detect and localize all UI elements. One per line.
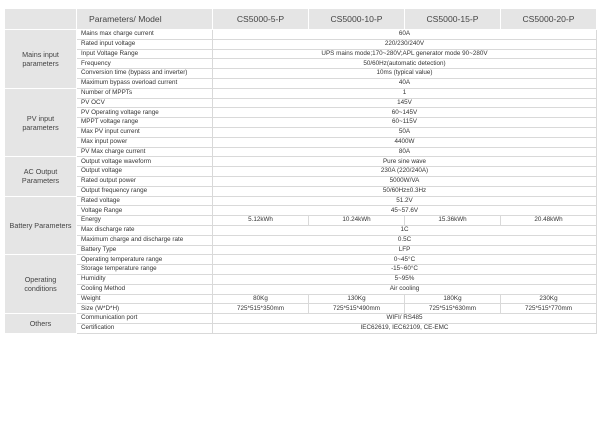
param-name: Weight [77, 294, 213, 304]
header-row [5, 9, 597, 30]
table-row [5, 225, 597, 235]
table-row [5, 304, 597, 314]
param-name: MPPT voltage range [77, 118, 213, 128]
group-label: Battery Parameters [5, 196, 77, 255]
param-name: Rated input voltage [77, 39, 213, 49]
param-value: 145V [213, 98, 597, 108]
param-value: 45~57.6V [213, 206, 597, 216]
table-row [5, 108, 597, 118]
table-row [5, 157, 597, 167]
param-name: Max PV input current [77, 127, 213, 137]
spec-table [4, 8, 597, 334]
spec-sheet [4, 8, 596, 334]
table-row [5, 147, 597, 157]
param-value: 4400W [213, 137, 597, 147]
param-name: Max discharge rate [77, 225, 213, 235]
param-value: UPS mains mode;170~280V;APL generator mode 90~280V [213, 49, 597, 59]
table-row [5, 314, 597, 324]
param-value: 0.5C [213, 235, 597, 245]
param-value: 725*515*490mm [309, 304, 405, 314]
table-row [5, 216, 597, 226]
param-name: PV Max charge current [77, 147, 213, 157]
param-name: Conversion time (bypass and inverter) [77, 69, 213, 79]
table-row [5, 49, 597, 59]
param-name: Rated output power [77, 176, 213, 186]
param-value: 80A [213, 147, 597, 157]
param-value: 130Kg [309, 294, 405, 304]
param-name: Storage temperature range [77, 265, 213, 275]
group-label: Others [5, 314, 77, 334]
param-value: 5~95% [213, 274, 597, 284]
param-value: -15~60°C [213, 265, 597, 275]
param-name: Frequency [77, 59, 213, 69]
table-row [5, 255, 597, 265]
param-value: 50/60Hz(automatic detection) [213, 59, 597, 69]
param-name: Certification [77, 323, 213, 333]
group-label: PV input parameters [5, 88, 77, 157]
table-row [5, 274, 597, 284]
param-name: Battery Type [77, 245, 213, 255]
param-value: 60A [213, 30, 597, 40]
param-value: 50A [213, 127, 597, 137]
table-row [5, 167, 597, 177]
param-value: Air cooling [213, 284, 597, 294]
param-value: 20.48kWh [501, 216, 597, 226]
param-value: 15.36kWh [405, 216, 501, 226]
param-name: PV Operating voltage range [77, 108, 213, 118]
header-model-2: CS5000-10-P [309, 9, 405, 30]
param-value: 180Kg [405, 294, 501, 304]
param-value: 725*515*350mm [213, 304, 309, 314]
header-model-3: CS5000-15-P [405, 9, 501, 30]
header-blank [5, 9, 77, 30]
table-row [5, 265, 597, 275]
param-value: 230Kg [501, 294, 597, 304]
param-name: Maximum bypass overload current [77, 78, 213, 88]
table-row [5, 206, 597, 216]
param-value: 725*515*630mm [405, 304, 501, 314]
param-name: Operating temperature range [77, 255, 213, 265]
param-value: 80Kg [213, 294, 309, 304]
param-value: 60~145V [213, 108, 597, 118]
param-value: 10ms (typical value) [213, 69, 597, 79]
param-value: 0~45°C [213, 255, 597, 265]
param-name: Humidity [77, 274, 213, 284]
param-name: Size (W*D*H) [77, 304, 213, 314]
param-value: Pure sine wave [213, 157, 597, 167]
param-value: 51.2V [213, 196, 597, 206]
table-row [5, 176, 597, 186]
param-name: Communication port [77, 314, 213, 324]
param-name: Maximum charge and discharge rate [77, 235, 213, 245]
group-label: Mains input parameters [5, 30, 77, 89]
table-row [5, 186, 597, 196]
param-name: Input Voltage Range [77, 49, 213, 59]
table-row [5, 78, 597, 88]
table-row [5, 323, 597, 333]
param-value: 725*515*770mm [501, 304, 597, 314]
param-name: Output voltage waveform [77, 157, 213, 167]
spec-body [5, 30, 597, 334]
param-name: Rated voltage [77, 196, 213, 206]
param-name: PV OCV [77, 98, 213, 108]
param-value: 5000W/VA [213, 176, 597, 186]
param-value: 1 [213, 88, 597, 98]
param-name: Energy [77, 216, 213, 226]
table-row [5, 69, 597, 79]
param-value: 10.24kWh [309, 216, 405, 226]
table-row [5, 88, 597, 98]
param-name: Output frequency range [77, 186, 213, 196]
header-model-4: CS5000-20-P [501, 9, 597, 30]
param-value: 40A [213, 78, 597, 88]
table-row [5, 294, 597, 304]
param-value: 60~115V [213, 118, 597, 128]
param-name: Voltage Range [77, 206, 213, 216]
header-model-1: CS5000-5-P [213, 9, 309, 30]
param-name: Output voltage [77, 167, 213, 177]
param-value: 220/230/240V [213, 39, 597, 49]
param-value: LFP [213, 245, 597, 255]
param-value: IEC62619, IEC62109, CE-EMC [213, 323, 597, 333]
param-value: 230A (220/240A) [213, 167, 597, 177]
table-row [5, 235, 597, 245]
param-name: Cooling Method [77, 284, 213, 294]
table-row [5, 127, 597, 137]
param-value: 5.12kWh [213, 216, 309, 226]
param-value: WIFI/ RS485 [213, 314, 597, 324]
table-row [5, 98, 597, 108]
param-name: Mains max charge current [77, 30, 213, 40]
table-row [5, 30, 597, 40]
group-label: Operating conditions [5, 255, 77, 314]
param-value: 1C [213, 225, 597, 235]
param-name: Max input power [77, 137, 213, 147]
table-row [5, 39, 597, 49]
group-label: AC Output Parameters [5, 157, 77, 196]
param-value: 50/60Hz±0.3Hz [213, 186, 597, 196]
table-row [5, 137, 597, 147]
table-row [5, 118, 597, 128]
table-row [5, 245, 597, 255]
header-param-model: Parameters/ Model [77, 9, 213, 30]
table-row [5, 59, 597, 69]
param-name: Number of MPPTs [77, 88, 213, 98]
table-row [5, 196, 597, 206]
table-row [5, 284, 597, 294]
